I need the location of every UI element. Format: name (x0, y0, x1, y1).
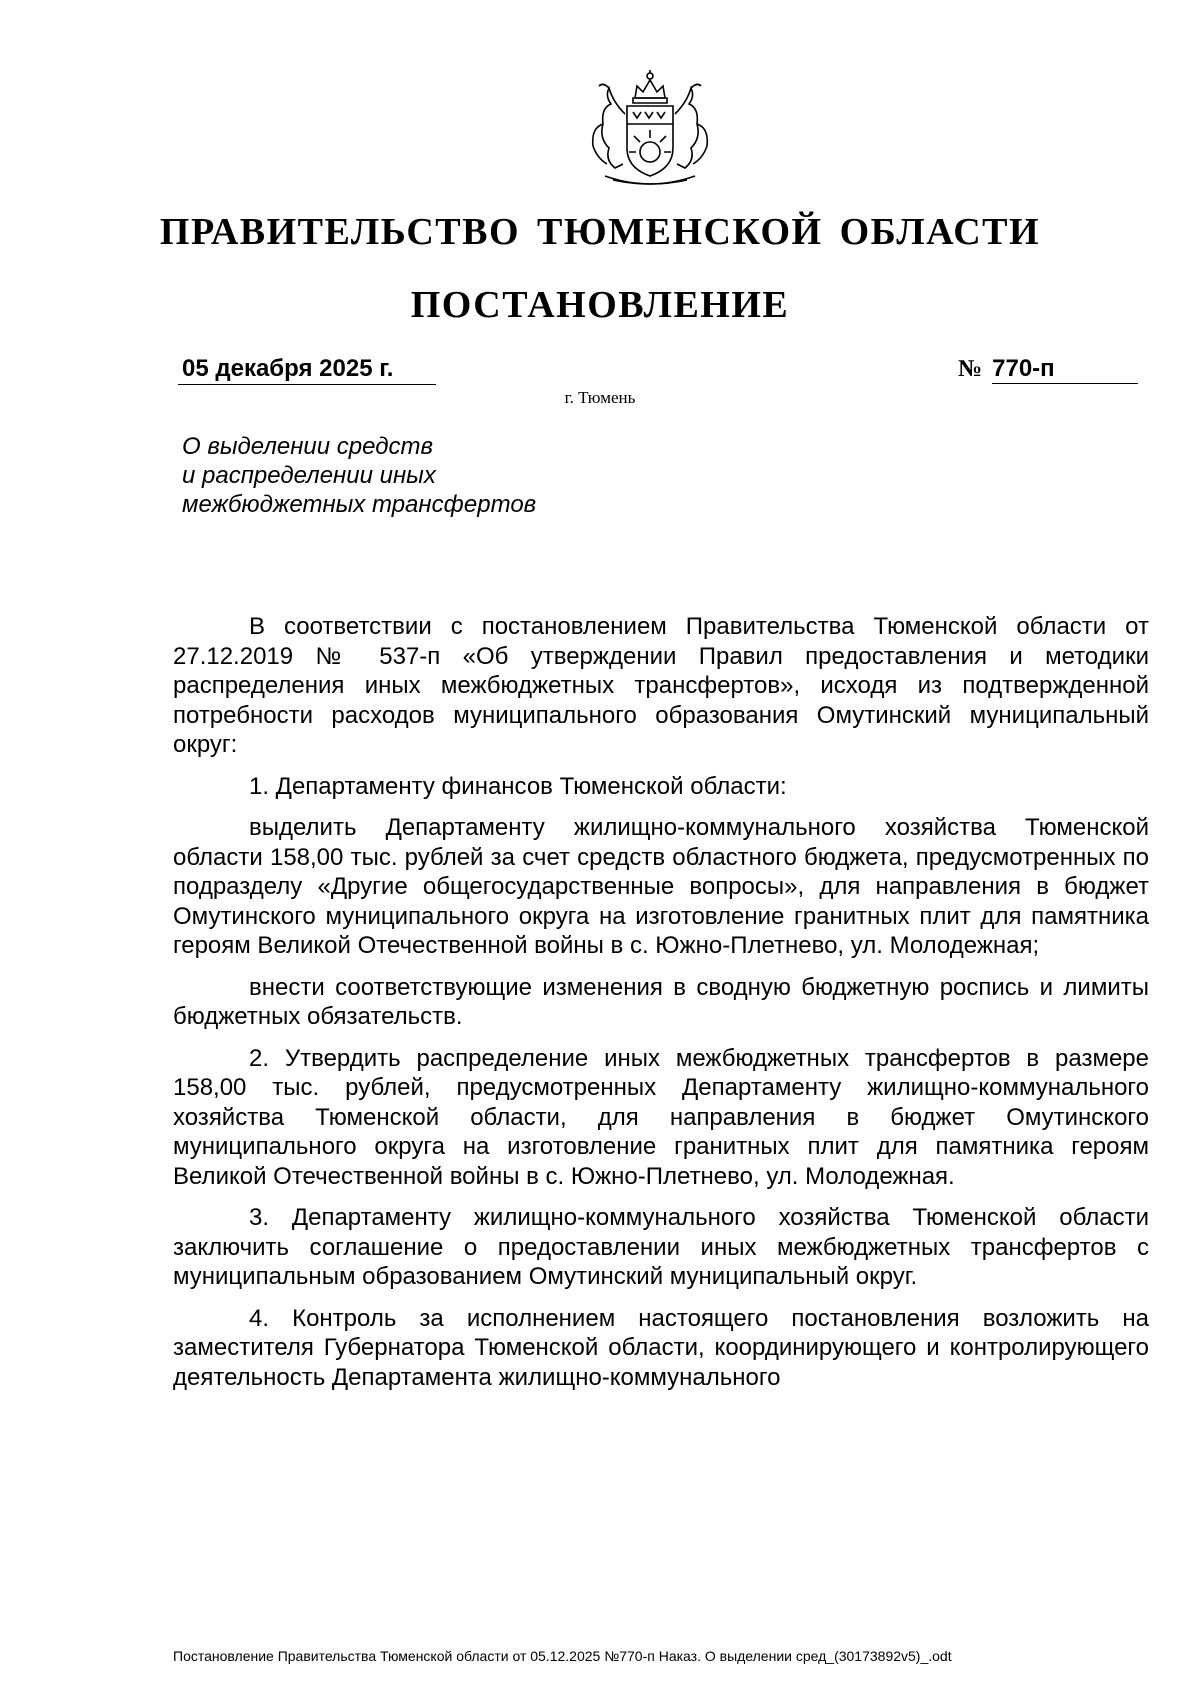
city: г. Тюмень (564, 388, 636, 407)
subject-line: и распределении иных (182, 462, 436, 489)
paragraph-item-1-amend: внести соответствующие изменения в сводную бюджетную роспись и лимиты бюджетных обязательств. (173, 973, 1149, 1030)
number-value: 770-п (992, 354, 1138, 384)
subject-line: О выделении средств (182, 433, 434, 460)
organization-title: ПРАВИТЕЛЬСТВО ТЮМЕНСКОЙ ОБЛАСТИ (159, 211, 1041, 253)
footer-filename: Постановление Правительства Тюменской области от 05.12.2025 №770-п Наказ. О выделении сред_(30173892v5)_.odt (173, 1648, 952, 1664)
number-sign: № (958, 356, 983, 382)
paragraph-preamble: В соответствии с постановлением Правительства Тюменской области от 27.12.2019 № 537-п «Об утверждении Правил предоставления и методики распределения иных межбюджетных трансфертов», исходя из подтвержденной потребности расходов муниципального образования Омутинский муниципальный округ: (173, 613, 1149, 758)
subject-title (182, 432, 742, 519)
paragraph-item-3: 3. Департаменту жилищно-коммунального хозяйства Тюменской области заключить соглашение о предоставлении иных межбюджетных трансфертов с муниципальным образованием Омутинский муниципальный округ. (173, 1204, 1149, 1290)
document-body (173, 612, 1149, 1404)
paragraph-item-2: 2. Утвердить распределение иных межбюджетных трансфертов в размере 158,00 тыс. рублей, предусмотренных Департаменту жилищно-коммунального хозяйства Тюменской области, для направления в бюджет Омутинского муниципального округа на изготовление гранитных плит для памятника героям Великой Отечественной войны в с. Южно-Плетнево, ул. Молодежная. (173, 1044, 1149, 1190)
document-number (958, 354, 1138, 384)
coat-of-arms-icon (583, 68, 717, 193)
subject-line: межбюджетных трансфертов (182, 491, 537, 518)
paragraph-item-4: 4. Контроль за исполнением настоящего постановления возложить на заместителя Губернатора Тюменской области, координирующего и контролирующего деятельность Департамента жилищно-коммунального (173, 1304, 1149, 1391)
document-date: 05 декабря 2025 г. (178, 354, 436, 385)
paragraph-item-1: 1. Департаменту финансов Тюменской области: (249, 772, 787, 800)
paragraph-item-1-allocate: выделить Департаменту жилищно-коммунального хозяйства Тюменской области 158,00 тыс. рублей за счет средств областного бюджета, предусмотренных по подразделу «Другие общегосударственные вопросы», для направления в бюджет Омутинского муниципального округа на изготовление гранитных плит для памятника героям Великой Отечественной войны в с. Южно-Плетнево, ул. Молодежная; (173, 814, 1149, 959)
document-type-heading: ПОСТАНОВЛЕНИЕ (410, 284, 790, 326)
